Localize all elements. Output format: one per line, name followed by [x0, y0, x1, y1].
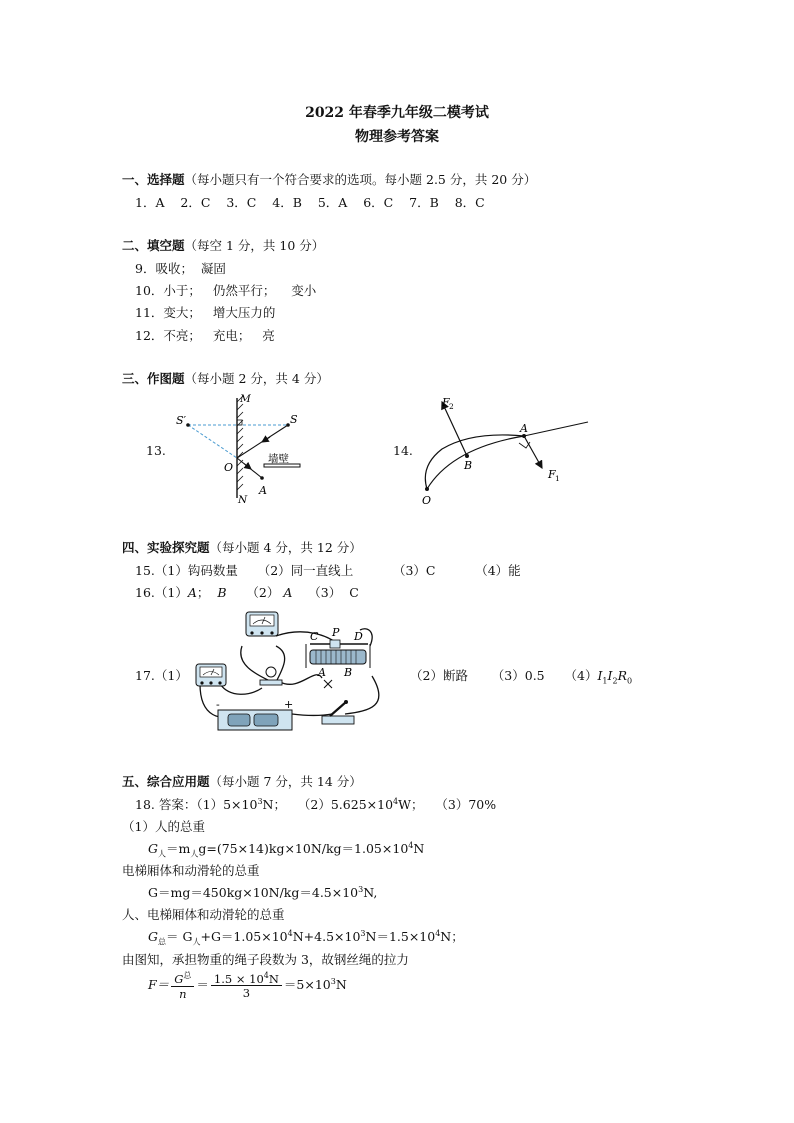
- label-S-prime: S′: [176, 414, 187, 427]
- eq3-G-sub: 总: [158, 937, 166, 947]
- q11-row: [135, 303, 275, 321]
- q18-answer-2-unit: W；: [398, 797, 424, 812]
- q16-answer-3: C: [349, 585, 359, 600]
- q16-answer-1b: B: [217, 585, 227, 600]
- battery: [218, 710, 292, 730]
- eq1-m: ＝m: [166, 841, 191, 856]
- lever-lower-edge: [425, 435, 524, 489]
- eq3-rest-3: N＝1.5×10: [365, 929, 436, 944]
- answer-6: 6．C: [363, 195, 394, 210]
- eq3-mid-sub: 人: [192, 937, 201, 947]
- q12-answer-3: 亮: [262, 328, 275, 343]
- q16-answer-1a: A: [187, 585, 197, 600]
- ammeter: [246, 612, 278, 636]
- label-plus: +: [284, 698, 294, 711]
- answer-5: 5．A: [317, 195, 348, 210]
- q17-number: 17.: [135, 668, 155, 683]
- section-3-note: （每小题 2 分，共 4 分）: [184, 371, 329, 386]
- q10-row: [135, 281, 316, 299]
- label-O: O: [422, 494, 432, 507]
- label-C: C: [310, 630, 319, 643]
- wall-label: 墙壁: [268, 453, 289, 465]
- eq2-body: G＝mg＝450kg×10N/kg＝4.5×10: [148, 885, 359, 900]
- eq3-exp-3: 4: [435, 928, 441, 938]
- title-line-1: 2022 年春季九年级二模考试: [305, 105, 489, 121]
- q16-number: 16.: [135, 585, 155, 600]
- q18-number: 18.: [135, 797, 155, 812]
- q17-R-sub: 0: [626, 676, 633, 686]
- q17-R: R: [617, 668, 627, 683]
- q16-part-2: （2）: [246, 585, 280, 600]
- section-2-note: （每空 1 分，共 10 分）: [184, 238, 325, 253]
- q17-answer-3: （3）0.5: [491, 668, 545, 683]
- eq1-exp: 4: [408, 840, 414, 850]
- solution-step-3-title: 人、电梯厢体和动滑轮的总重: [122, 907, 285, 922]
- eq4-num1: G: [174, 971, 184, 986]
- eq1-m-sub: 人: [190, 849, 199, 859]
- eq3-mid: ＝ G: [166, 929, 193, 944]
- q15-answer-2: （2）同一直线上: [257, 563, 354, 578]
- q15-answer-3: （3）C: [392, 563, 436, 578]
- section-4-title: 四、实验探究题: [122, 540, 210, 555]
- answer-8: 8．C: [454, 195, 485, 210]
- label-P: P: [332, 626, 340, 639]
- eq1-unit: N: [413, 841, 425, 856]
- eq4-num2-exp: 4: [263, 970, 269, 980]
- section-5-heading: [122, 772, 362, 790]
- answer-2: 2．C: [180, 195, 211, 210]
- q17-I1-sub: 1: [602, 676, 608, 686]
- section-2-heading: [122, 236, 324, 254]
- eq3-exp-1: 4: [287, 928, 293, 938]
- section-3-heading: [122, 369, 329, 387]
- section-1-title: 一、选择题: [122, 172, 185, 187]
- point-A: [260, 476, 264, 480]
- q17-part-1: （1）: [154, 668, 188, 683]
- q10-answer-2: 仍然平行；: [212, 283, 276, 298]
- eq4-num2: 1.5 × 10: [213, 971, 264, 986]
- figure-14-lever: [412, 386, 592, 510]
- q9-row: [135, 259, 226, 277]
- q16-row: [135, 583, 359, 601]
- q13-number: 13.: [146, 443, 166, 458]
- eq3-G: G: [148, 929, 158, 944]
- lever-upper-edge: [427, 436, 524, 489]
- q9-answer-1: 吸收；: [155, 261, 193, 276]
- q16-separator: ；: [196, 585, 210, 600]
- section-1-note: （每小题只有一个符合要求的选项。每小题 2.5 分，共 20 分）: [184, 172, 537, 187]
- answer-1: 1．A: [135, 195, 165, 210]
- section-1-heading: [122, 170, 536, 188]
- equation-1: [148, 839, 424, 860]
- section-5-title: 五、综合应用题: [122, 774, 210, 789]
- q16-answer-2: A: [283, 585, 293, 600]
- label-B: B: [344, 666, 353, 679]
- q14-number: 14.: [393, 443, 413, 458]
- q17-row-right: [410, 666, 632, 686]
- q10-answer-3: 变小: [291, 283, 317, 298]
- q17-I2-sub: 2: [612, 676, 618, 686]
- q18-answer-2-exp: 4: [393, 796, 399, 806]
- eq1-rest: g=(75×14)kg×10N/kg＝1.05×10: [198, 841, 409, 856]
- point-O: [425, 487, 429, 491]
- cross-mark: [324, 680, 332, 688]
- mirror-hatching: [237, 396, 243, 490]
- label-A: A: [259, 484, 267, 497]
- q15-answer-1: （1）钩码数量: [154, 563, 238, 578]
- solution-step-4-text: 由图知，承担物重的绳子段数为 3，故钢丝绳的拉力: [122, 952, 409, 967]
- eq4-fraction-2: [211, 971, 282, 1001]
- figure-13-mirror: [170, 388, 310, 508]
- q9-number: 9．: [135, 261, 156, 276]
- section-4-heading: [122, 538, 362, 556]
- force-action-line: [524, 422, 588, 436]
- eq4-num1-sub: 总: [183, 971, 192, 980]
- label-F2-sub: 2: [449, 402, 454, 411]
- section-5-note: （每小题 7 分，共 14 分）: [209, 774, 362, 789]
- eq4-num2-unit: N: [268, 971, 279, 986]
- q18-answer-3: （3）70%: [435, 797, 497, 812]
- q17-I1: I: [597, 668, 603, 683]
- incident-ray-arrow: [262, 437, 270, 442]
- q9-answer-2: 凝固: [200, 261, 226, 276]
- q10-number: 10．: [135, 283, 164, 298]
- q11-answer-2: 增大压力的: [212, 305, 276, 320]
- label-N: N: [238, 494, 248, 506]
- eq4-result-exp: 3: [330, 976, 336, 986]
- point-B: [465, 454, 469, 458]
- q17-I2: I: [607, 668, 613, 683]
- eq4-result: ＝5×10: [283, 976, 331, 992]
- figure-17-circuit: [180, 606, 380, 736]
- q18-answer-2: （2）5.625×10: [297, 797, 394, 812]
- q18-answer-row: [135, 795, 496, 813]
- label-minus: -: [216, 698, 220, 711]
- voltmeter: [196, 664, 226, 686]
- switch: [322, 700, 354, 724]
- answer-4: 4．B: [272, 195, 302, 210]
- reflected-ray-arrow: [244, 464, 251, 470]
- solution-step-2-title: 电梯厢体和动滑轮的总重: [122, 863, 260, 878]
- eq2-unit: N,: [363, 885, 378, 900]
- force-F1-arrow: [524, 436, 542, 468]
- eq3-rest: +G＝1.05×10: [200, 929, 288, 944]
- answer-3: 3．C: [226, 195, 257, 210]
- label-A: A: [520, 422, 528, 435]
- eq1-G-sub: 人: [158, 849, 166, 859]
- eq4-fraction-1: [171, 970, 194, 1001]
- label-F1: F: [548, 468, 556, 481]
- eq4-F: F＝: [148, 976, 170, 992]
- title-line-2: 物理参考答案: [355, 129, 439, 145]
- equation-3: [148, 927, 464, 948]
- label-D: D: [354, 630, 363, 643]
- label-A: A: [318, 666, 326, 679]
- q15-number: 15.: [135, 563, 155, 578]
- eq3-exp-2: 3: [360, 928, 366, 938]
- section-4-note: （每小题 4 分，共 12 分）: [209, 540, 362, 555]
- equation-2: [148, 883, 377, 901]
- eq3-unit: N；: [440, 929, 464, 944]
- point-S-prime: [186, 423, 190, 427]
- answer-7: 7．B: [409, 195, 439, 210]
- virtual-ray-dashed: [188, 425, 237, 458]
- section-2-title: 二、填空题: [122, 238, 185, 253]
- label-S: S: [290, 413, 298, 426]
- label-O: O: [224, 461, 234, 474]
- rheostat: [306, 640, 370, 668]
- solution-step-1-title: （1）人的总重: [122, 819, 205, 834]
- equation-4: [148, 970, 347, 1001]
- q16-part-3: （3）: [308, 585, 342, 600]
- q17-part-4: （4）: [564, 668, 598, 683]
- right-angle-mark: [237, 420, 242, 425]
- section-3-title: 三、作图题: [122, 371, 185, 386]
- force-F2-arrow: [442, 402, 467, 456]
- q12-row: [135, 326, 275, 344]
- q12-answer-1: 不亮；: [163, 328, 201, 343]
- eq3-rest-2: N+4.5×10: [292, 929, 361, 944]
- q11-answer-1: 变大；: [163, 305, 201, 320]
- q18-answer-1-exp: 3: [257, 796, 263, 806]
- q17-answer-2: （2）断路: [410, 668, 468, 683]
- eq4-den1: n: [179, 986, 187, 1001]
- eq4-result-unit: N: [335, 976, 347, 992]
- q18-label: 答案：: [158, 797, 197, 812]
- q11-number: 11．: [135, 305, 164, 320]
- eq4-equals: ＝: [196, 976, 209, 992]
- section-1-answers: [135, 193, 485, 211]
- label-F1-sub: 1: [555, 474, 560, 483]
- eq4-den2: 3: [242, 986, 251, 1001]
- label-M: M: [240, 393, 251, 405]
- q16-part-1: （1）: [154, 585, 188, 600]
- q18-answer-1-unit: N；: [262, 797, 286, 812]
- q12-answer-2: 充电；: [212, 328, 251, 343]
- q15-answer-4: （4）能: [475, 563, 521, 578]
- label-B: B: [464, 459, 473, 472]
- eq2-exp: 3: [358, 884, 364, 894]
- q15-row: [135, 561, 521, 579]
- q18-answer-1: （1）5×10: [196, 797, 258, 812]
- q12-number: 12．: [135, 328, 164, 343]
- q10-answer-1: 小于；: [163, 283, 201, 298]
- eq1-G: G: [148, 841, 158, 856]
- label-F2: F: [442, 396, 450, 409]
